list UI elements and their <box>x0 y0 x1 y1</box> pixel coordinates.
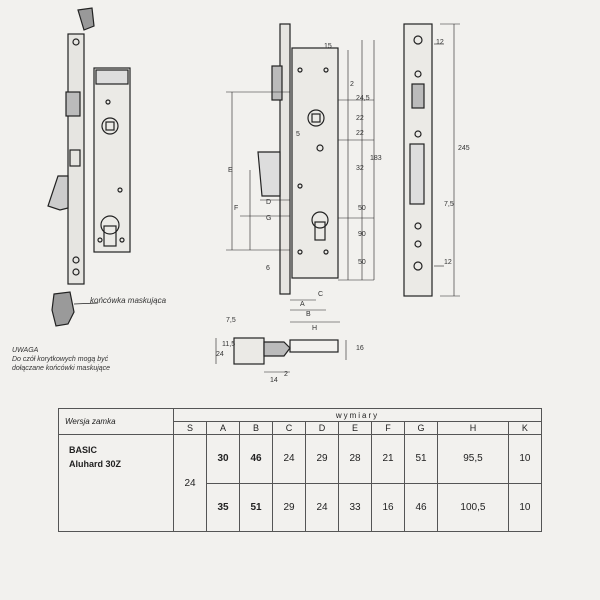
middle-lock-view <box>226 24 374 322</box>
dimension-label: E <box>228 167 233 174</box>
cell-k: 10 <box>508 483 541 532</box>
column-header-g: G <box>405 422 438 435</box>
left-lock-view <box>48 8 130 284</box>
note-line: Do czół korytkowych mogą być <box>12 356 109 363</box>
column-header-f: F <box>372 422 405 435</box>
dimension-label: 12 <box>436 39 444 46</box>
dimension-label: 90 <box>358 231 366 238</box>
faceplate-front-view <box>404 24 460 296</box>
dimension-label: 12 <box>444 259 452 266</box>
cell-d: 24 <box>306 483 339 532</box>
cell-k: 10 <box>508 435 541 484</box>
column-header-s: S <box>174 422 207 435</box>
cell-g: 46 <box>405 483 438 532</box>
dimension-label: G <box>266 215 272 222</box>
column-header-k: K <box>508 422 541 435</box>
note-line: dołączane końcówki maskujące <box>12 365 111 372</box>
end-cap-label: końcówka maskująca <box>90 296 167 305</box>
dimension-label: 2 <box>350 81 354 88</box>
dimension-label: A <box>300 301 305 308</box>
column-header-d: D <box>306 422 339 435</box>
dimension-label: 24 <box>216 351 224 358</box>
dimension-label: 6 <box>266 265 270 272</box>
cell-c: 24 <box>273 435 306 484</box>
dimension-label: 11,5 <box>222 341 236 348</box>
version-line: Aluhard 30Z <box>69 459 122 469</box>
cell-f: 16 <box>372 483 405 532</box>
cell-d: 29 <box>306 435 339 484</box>
note-title: UWAGA <box>12 347 39 354</box>
cell-e: 33 <box>339 483 372 532</box>
dimension-label: 32 <box>356 165 364 172</box>
cell-f: 21 <box>372 435 405 484</box>
cell-h: 95,5 <box>438 435 509 484</box>
dimension-label: 7,5 <box>226 317 236 324</box>
s-value: 24 <box>174 435 207 532</box>
column-header-c: C <box>273 422 306 435</box>
cell-a: 35 <box>207 483 240 532</box>
dimensions-header: wymiary <box>174 409 542 422</box>
dimension-label: 22 <box>356 115 364 122</box>
dimension-label: 16 <box>356 345 364 352</box>
cross-section-view <box>216 338 346 372</box>
cell-a: 30 <box>207 435 240 484</box>
column-header-h: H <box>438 422 509 435</box>
dimension-label: F <box>234 205 239 212</box>
dimension-label: B <box>306 311 311 318</box>
dimension-label: 22 <box>356 130 364 137</box>
dimension-label: 15 <box>324 43 332 50</box>
dimension-label: C <box>318 291 324 298</box>
cell-b: 51 <box>240 483 273 532</box>
cell-c: 29 <box>273 483 306 532</box>
table-row <box>59 435 542 484</box>
column-header-b: B <box>240 422 273 435</box>
version-name <box>59 435 174 532</box>
version-line: BASIC <box>69 445 98 455</box>
dimension-label: 50 <box>358 205 366 212</box>
dimension-label: 50 <box>358 259 366 266</box>
cell-h: 100,5 <box>438 483 509 532</box>
dimension-label: 24,5 <box>356 95 370 102</box>
dimension-label: H <box>312 325 318 332</box>
column-header-a: A <box>207 422 240 435</box>
dimension-label: 245 <box>458 145 470 152</box>
dimensions-table <box>58 408 542 532</box>
cell-g: 51 <box>405 435 438 484</box>
cell-b: 46 <box>240 435 273 484</box>
cell-e: 28 <box>339 435 372 484</box>
note-block <box>12 346 172 373</box>
version-header: Wersja zamka <box>59 409 174 435</box>
dimension-label: 14 <box>270 377 278 384</box>
column-header-e: E <box>339 422 372 435</box>
dimension-label: 2 <box>284 371 288 378</box>
dimension-label: 5 <box>296 131 300 138</box>
dimension-label: 7,5 <box>444 201 454 208</box>
dimension-label: D <box>266 199 272 206</box>
dimension-label: 183 <box>370 155 382 162</box>
